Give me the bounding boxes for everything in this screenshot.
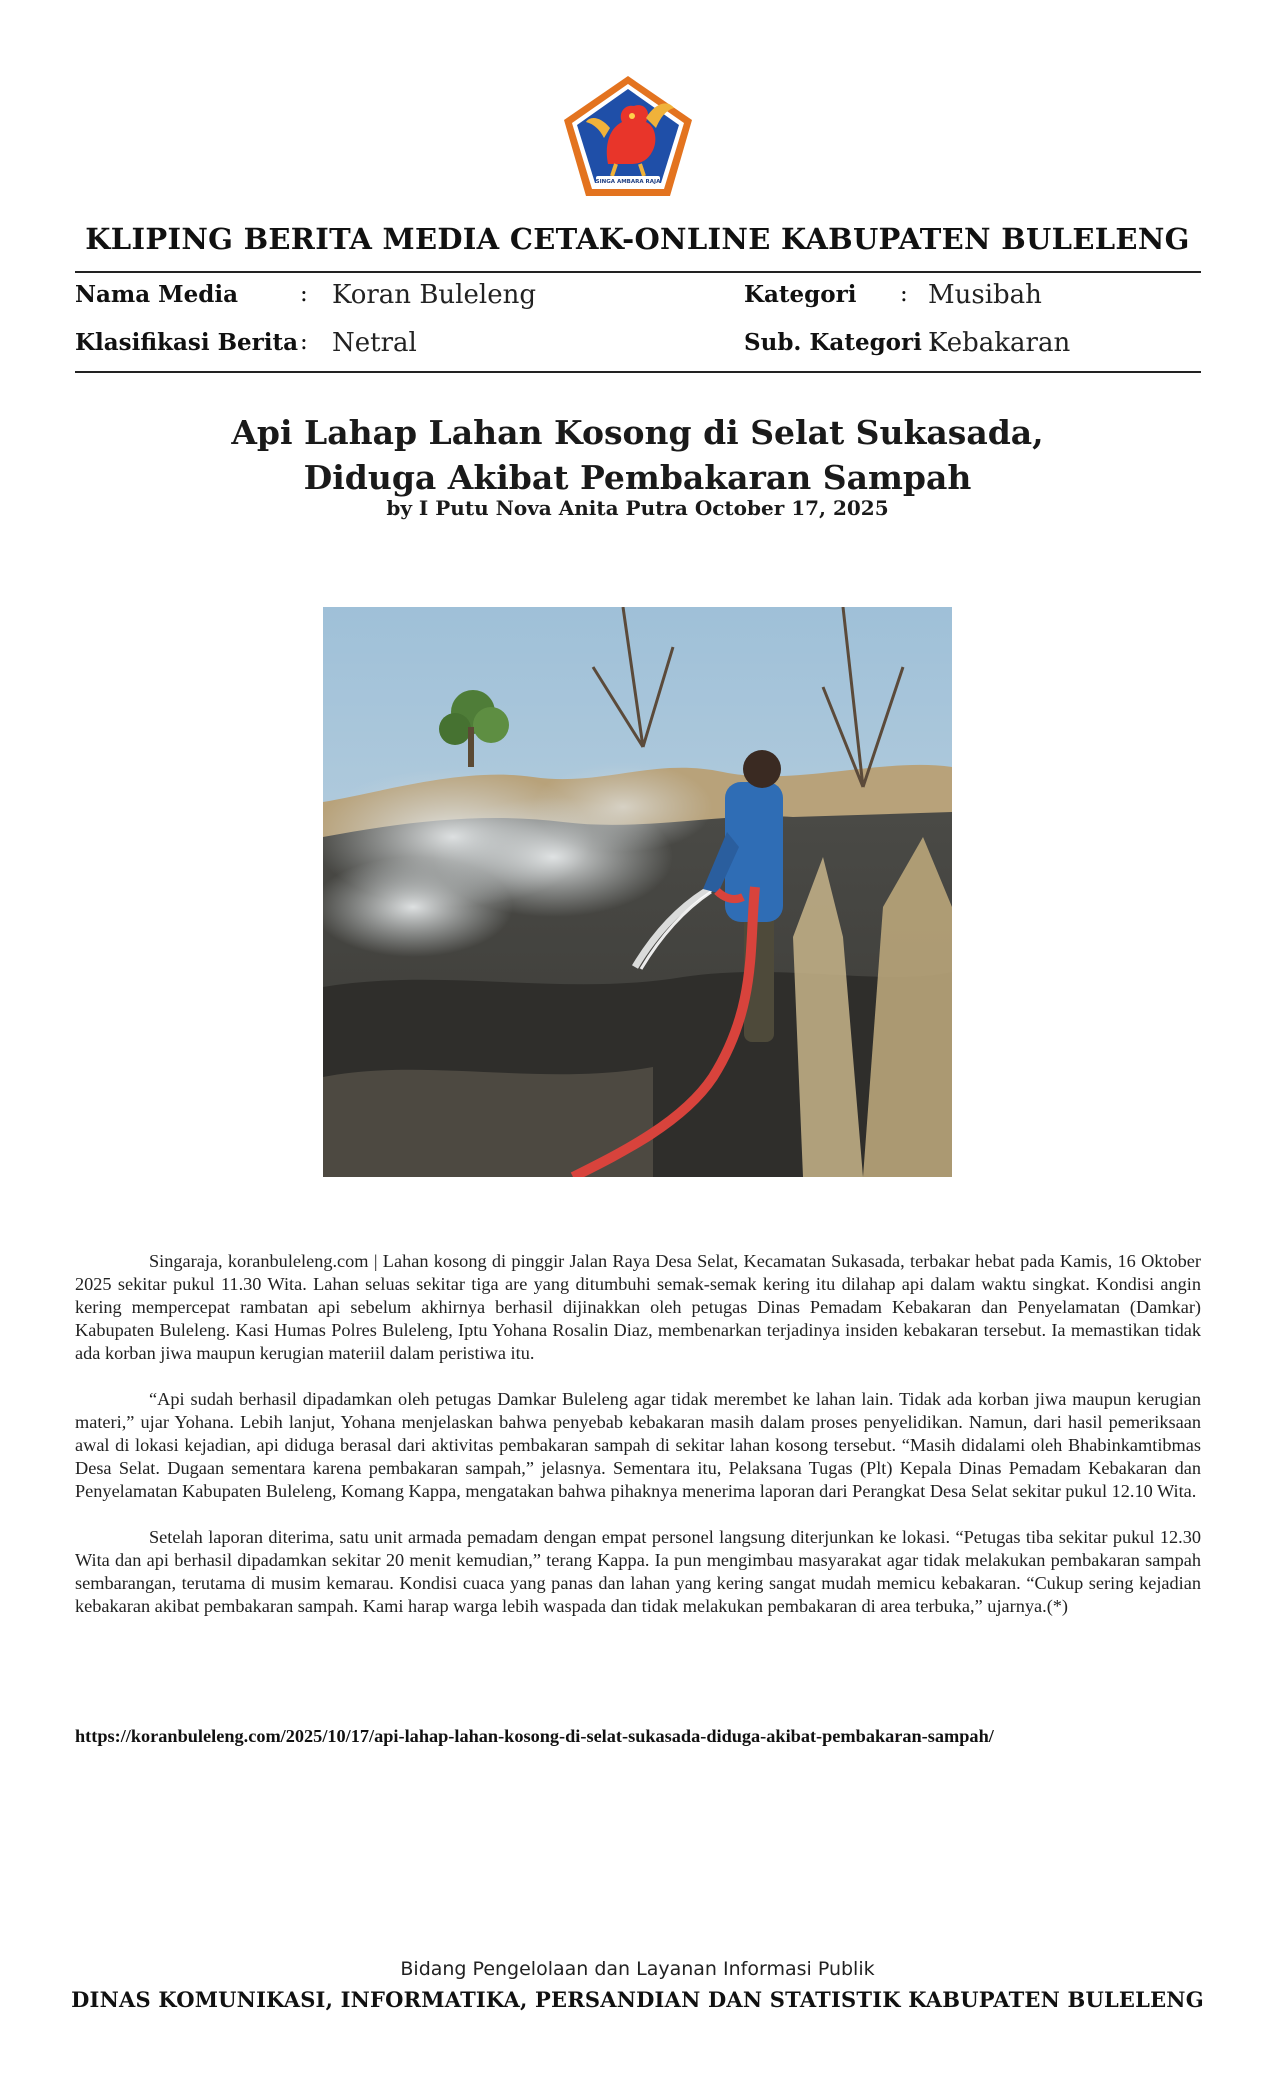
article-headline: [0, 410, 1275, 500]
meta-bottom-divider: [75, 371, 1201, 373]
regency-emblem-logo: [560, 72, 696, 200]
meta-top-divider: [75, 271, 1201, 273]
article-byline: by I Putu Nova Anita Putra October 17, 2025: [386, 496, 889, 520]
subcategory-label: Sub. Kategori :: [744, 329, 939, 356]
emblem-icon: [560, 72, 696, 200]
headline-line-1: Api Lahap Lahan Kosong di Selat Sukasada,: [231, 413, 1044, 452]
article-body: [75, 1250, 1201, 1641]
article-paragraph-3: Setelah laporan diterima, satu unit armada pemadam dengan empat personel langsung diterjunkan ke lokasi. “Petugas tiba sekitar pukul 12.30 Wita dan api berhasil dipadamkan sekitar 20 menit kemudian,” terang Kappa. Ia pun mengimbau masyarakat agar tidak melakukan pembakaran sampah sembarangan, terutama di musim kemarau. Kondisi cuaca yang panas dan lahan yang kering sangat mudah memicu kebakaran. “Cukup sering kejadian kebakaran akibat pembakaran sampah. Kami harap warga lebih waspada dan tidak melakukan pembakaran di area terbuka,” ujarnya.(*): [75, 1527, 1201, 1616]
category-colon: :: [900, 281, 908, 307]
document-title: KLIPING BERITA MEDIA CETAK-ONLINE KABUPATEN BULELENG: [85, 222, 1190, 256]
headline-line-2: Diduga Akibat Pembakaran Sampah: [303, 458, 972, 497]
logo-motto-text: SINGA AMBARA RAJA: [595, 179, 661, 185]
source-url-link[interactable]: https://koranbuleleng.com/2025/10/17/api-lahap-lahan-kosong-di-selat-sukasada-diduga-akibat-pembakaran-sampah/: [75, 1726, 994, 1746]
classification-value: Netral: [332, 328, 417, 358]
subcategory-value: Kebakaran: [928, 328, 1071, 358]
footer-agency-name: DINAS KOMUNIKASI, INFORMATIKA, PERSANDIAN DAN STATISTIK KABUPATEN BULELENG: [71, 1987, 1204, 2012]
media-name-value: Koran Buleleng: [332, 280, 536, 310]
article-paragraph-2: “Api sudah berhasil dipadamkan oleh petugas Damkar Buleleng agar tidak merembet ke lahan lain. Tidak ada korban jiwa maupun kerugian materi,” ujar Yohana. Lebih lanjut, Yohana menjelaskan bahwa penyebab kebakaran masih dalam proses penyelidikan. Namun, dari hasil pemeriksaan awal di lokasi kejadian, api diduga berasal dari aktivitas pembakaran sampah di sekitar lahan kosong tersebut. “Masih didalami oleh Bhabinkamtibmas Desa Selat. Dugaan sementara karena pembakaran sampah,” jelasnya. Sementara itu, Pelaksana Tugas (Plt) Kepala Dinas Pemadam Kebakaran dan Penyelamatan Kabupaten Buleleng, Komang Kappa, mengatakan bahwa pihaknya menerima laporan dari Perangkat Desa Selat sekitar pukul 12.10 Wita.: [75, 1389, 1201, 1501]
media-name-label: Nama Media: [75, 281, 238, 308]
article-photo: [323, 607, 952, 1177]
article-paragraph-1: Singaraja, koranbuleleng.com | Lahan kosong di pinggir Jalan Raya Desa Selat, Kecamatan Sukasada, terbakar hebat pada Kamis, 16 Oktober 2025 sekitar pukul 11.30 Wita. Lahan seluas sekitar tiga are yang ditumbuhi semak-semak kering itu dilahap api dalam waktu singkat. Kondisi angin kering mempercepat rambatan api sebelum akhirnya berhasil dijinakkan oleh petugas Dinas Pemadam Kebakaran dan Penyelamatan (Damkar) Kabupaten Buleleng. Kasi Humas Polres Buleleng, Iptu Yohana Rosalin Diaz, membenarkan terjadinya insiden kebakaran tersebut. Ia memastikan tidak ada korban jiwa maupun kerugian materiil dalam peristiwa itu.: [75, 1251, 1201, 1363]
media-name-colon: :: [300, 281, 308, 307]
classification-label: Klasifikasi Berita: [75, 329, 299, 356]
classification-colon: :: [300, 329, 308, 355]
category-label: Kategori: [744, 281, 857, 308]
category-value: Musibah: [928, 280, 1042, 310]
footer-unit-name: Bidang Pengelolaan dan Layanan Informasi Publik: [400, 1958, 875, 1980]
